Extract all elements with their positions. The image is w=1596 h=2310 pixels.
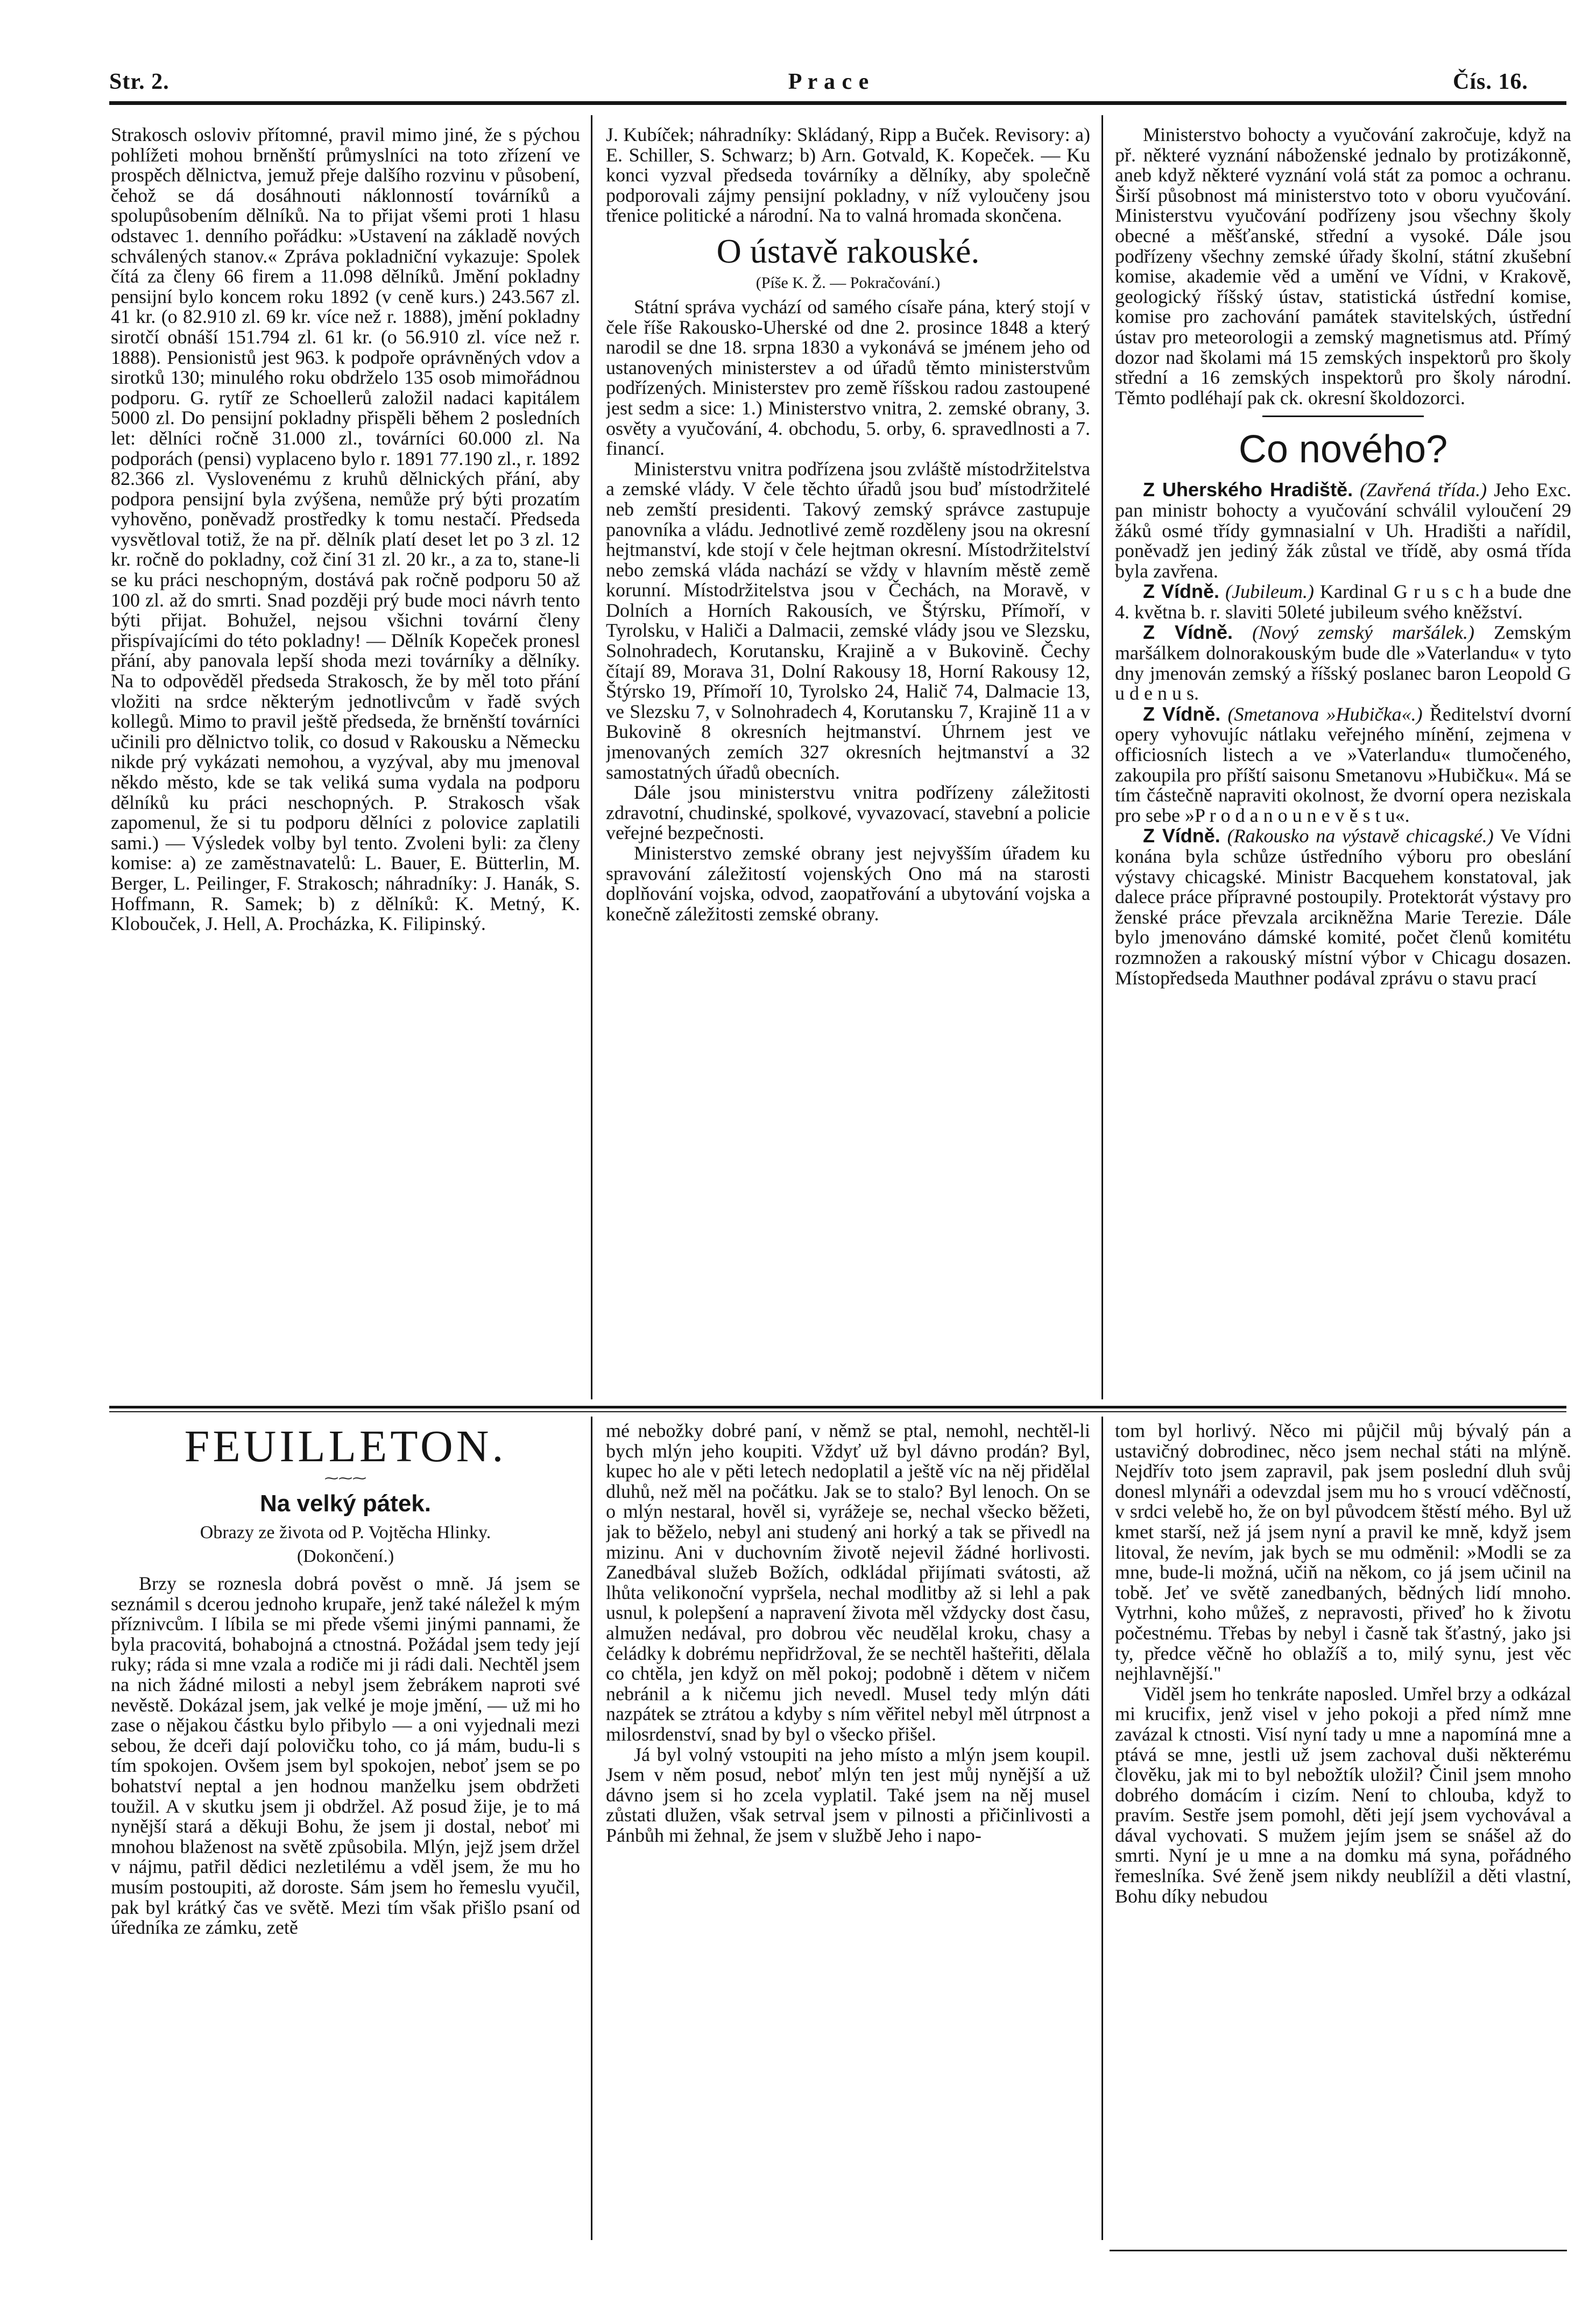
news-item	[1115, 704, 1571, 826]
news-item-topic: (Nový zemský maršálek.)	[1252, 622, 1475, 644]
news-item-place: Z Vídně.	[1143, 621, 1233, 644]
news-item-place: Z Vídně.	[1143, 702, 1221, 725]
article-title: O ústavě rakouské.	[716, 231, 980, 270]
news-item-topic: (Jubileum.)	[1225, 581, 1314, 603]
feuilleton-title: FEUILLETON.	[184, 1421, 507, 1471]
news-item-text: Zemským maršálkem dolnorakouským bude dle »Vaterlandu« v tyto dny jmenován zemský a říšský poslanec baron Leopold G u d e n u s.	[1115, 622, 1571, 705]
paragraph: tom byl horlivý. Něco mi půjčil můj bývalý pán a ustavičný dobrodinec, něco jsem nechal státi na mlýně. Nejdřív toto jsem zapravil, pak jsem poslední dluh svůj donesl mlynáři a odevzdal jsem mu ho s vroucí vděčností, v srdci velebě ho, že on byl původcem štěstí mého. Byl už kmet starší, než já jsem nyní a pravil ke mně, když jsem litoval, že nevím, jak bych se mu odměnil: »Modli se za mne, bude-li možná, učiň na někom, co já jsem učinil na tobě. Jeť ve světě zanedbaných, bědných lidí mnoho. Vytrhni, koho můžeš, z nepravosti, přiveď ho k životu počestnému. Třebas by nebyl i časně tak šťastný, jako jsi ty, předce věčně ho oblažíš a to, milý synu, jest věc nejhlavnější."	[1115, 1421, 1571, 1685]
paragraph: Dále jsou ministerstvu vnitra podřízeny záležitosti zdravotní, chudinské, spolkové, vyvazovací, stavební a policie veřejné bezpečnosti.	[606, 781, 1090, 844]
news-item	[1115, 581, 1571, 622]
paragraph: Strakosch osloviv přítomné, pravil mimo jiné, že s pýchou pohlížeti mohou brněnští průmyslníci na toto zřízení ve prospěch dělnictva, jemuž přeje dalšího rozvinu v působení, čehož se dá dosáhnouti náklonností továrníků a spolupůsobením dělníků. Na to přijat všemi proti 1 hlasu odstavec 1. denního pořádku: »Ustavení na základě nových schválených stanov.« Zpráva pokladniční vykazuje: Spolek čítá za členy 66 firem a 11.098 dělníků. Jmění pokladny pensijní bylo koncem roku 1892 (v ceně kurs.) 243.567 zl. 41 kr. (o 82.910 zl. 69 kr. více než r. 1888), jmění pokladny sirotčí obnáší 151.794 zl. 61 kr. (o 56.910 zl. více než r. 1888). Pensionistů jest 963. k podpoře oprávněných vdov a sirotků 130; minulého roku obdrželo 135 osob mimořádnou podporu. G. rytíř ze Schoellerů založil nadaci kapitálem 5000 zl. Do pensijní pokladny přispěli během 2 posledních let: dělníci ročně 31.000 zl., továrníci 60.000 zl. Na podporách (pensi) vyplaceno bylo r. 1891 77.190 zl., r. 1892 82.366 zl. Vyslovenému z kruhů dělnických přání, aby podpora pensijní byla zvýšena, nemůže prý býti prozatím vyhověno, poněvadž prostředky k tomu nestačí. Předseda vysvětloval totiž, že na př. dělník platí deset let po 3 zl. 12 kr. ročně do pokladny, což činí 31 zl. 20 kr., a za to, stane-li se ku práci neschopným, dostává pak ročně podporu 50 až 100 zl. až do smrti. Snad později prý bude moci návrh tento býti přijat. Bohužel, nejsou všichni tovární členy přispívajícími do této pokladny! — Dělník Kopeček pronesl přání, aby panovala lepší shoda mezi továrníky a dělníky. Na to odpověděl předseda Strakosch, že by měl toto přání vložiti na srdce některým jednotlivcům v řadě svých kollegů. Mimo to pravil ještě předseda, že brněnští továrníci učinili pro dělnictvo tolik, co dosud v Rakousku a Německu nikde prý vykázati nemohou, a vyzýval, aby mu jmenoval někdo město, kde se tak veliká suma vydala na podporu dělníků ku práci neschopných. P. Strakosch však zapomenul, že si tu podporu dělníci z polovice zaplatili sami.) — Výsledek volby byl tento. Zvoleni byli: za členy komise: a) ze zaměstnavatelů: L. Bauer, E. Bütterlin, M. Berger, L. Peilinger, F. Strakosch; náhradníky: J. Hanák, S. Hoffmann, R. Samek; b) z dělníků: K. Metný, K. Klobouček, J. Hell, A. Procházka, K. Filipinský.	[111, 125, 580, 935]
feuilleton-column-3	[1115, 1421, 1571, 2250]
column-divider	[591, 1417, 592, 2240]
news-item-topic: (Zavřená třída.)	[1360, 479, 1487, 501]
paragraph: Ministerstvo zemské obrany jest nejvyšším úřadem ku spravování záležitostí vojenských Ono má na starosti doplňování vojska, odvod, zaopatřování a ubytování vojska a konečně záležitosti zemské obrany.	[606, 842, 1090, 925]
news-item	[1115, 826, 1571, 988]
page-number: Str. 2.	[109, 69, 170, 94]
ornament-icon: ⁓⁓⁓	[324, 1470, 366, 1486]
story-status: (Dokončení.)	[296, 1546, 394, 1566]
story-subtitle: Obrazy ze života od P. Vojtěcha Hlinky.	[200, 1523, 491, 1543]
paragraph: Ministerstvu vnitra podřízena jsou zvláště místodržitelstva a zemské vlády. V čele těchto úřadů jsou buď místodržitelé neb zemští presidenti. Takový zemský správce zastupuje panovníka a vládu. Jednotlivé země rozděleny jsou na okresní hejtmanství, kde stojí v čele hejtman okresní. Místodržitelství nebo zemská vláda nachází se vždy v hlavním městě země korunní. Místodržitelstva jsou v Čechách, na Moravě, v Dolních a Horních Rakousích, ve Štýrsku, Přímoří, v Tyrolsku, v Haliči a Dalmacii, zemské vlády jsou ve Slezsku, Solnohradech, Korutansku, Krajině a v Bukovině. Čechy čítají 89, Morava 31, Dolní Rakousy 18, Horní Rakousy 12, Štýrsko 19, Přímoří 10, Tyrolsko 24, Halič 74, Dalmacie 13, ve Slezsku 7, v Solnohradech 4, Korutansku 7, Krajině 11 a v Bukovině 8 okresních hejtmanství. Úhrnem jest ve jmenovaných zemích 327 okresních hejtmanství a 32 samostatných úřadů obecních.	[606, 457, 1090, 783]
section-rule	[1262, 415, 1424, 417]
news-section-title: Co nového?	[1238, 428, 1448, 471]
feuilleton-column-2	[606, 1421, 1090, 2250]
news-item-text: Kardinal G r u s c h a bude dne 4. května b. r. slaviti 50leté jubileum svého kněžství.	[1115, 581, 1571, 623]
story-title: Na velký pátek.	[260, 1490, 431, 1517]
news-item	[1115, 622, 1571, 703]
column-divider	[591, 115, 592, 1399]
news-item-place: Z Vídně.	[1143, 825, 1220, 847]
header-rule	[109, 101, 1566, 105]
news-item-text: Ředitelství dvorní opery vyhovujíc nátlaku veřejného mínění, zejmena v officiosních listech a ve »Vaterlandu« tlumočeného, zakoupila pro příští saisonu Smetanovu »Hubičku«. Má se tím částečně napraviti okolnost, že dvorní opera neziskala pro sebe »P r o d a n o u n e v ě s t u«.	[1115, 703, 1571, 826]
column-1-top	[111, 125, 580, 1400]
feuilleton-rule	[109, 1406, 1566, 1408]
column-2-top	[606, 125, 1090, 1400]
paragraph: mé nebožky dobré paní, v němž se ptal, nemohl, nechtěl-li bych mlýn jeho koupiti. Vždyť už byl dávno prodán? Byl, kupec ho ale v pěti letech nedoplatil a ještě víc na něj přidělal dluhů, než měl na počátku. Jak se to stalo? Byl lenoch. On se o mlýn nestaral, hověl si, vyrážeje se, nechal všecko běžeti, jak to běželo, nebyl ani studený ani horký a tak se přivedl na mizinu. Ani v duchovním životě nejevil žádné horlivosti. Zanedbával služeb Božích, odkládal přijímati svátosti, až lhůta velikonoční vypršela, nechal modlitby až si lehl a pak usnul, k polepšení a napravení života měl vždycky dost času, almužen nedával, pro dobrou věc neudělal kroku, chasy a čeládky k dobrému nepřidržoval, že se nechtěl hašteřiti, dělala co chtěla, jen když on měl pokoj; podobně i dětem v ničem nebránil a k ničemu jich nevedl. Musel tedy mlýn dáti nazpátek se ztrátou a kdyby s ním věřitel nebyl měl útrpnost a milosrdenství, snad by byl o všecko přišel.	[606, 1421, 1090, 1745]
paragraph: Viděl jsem ho tenkráte naposled. Umřel brzy a odkázal mi krucifix, jenž visel v jeho pokoji a před nímž mne zavázal k ctnosti. Visí nyní tady u mne a napomíná mne a ptává se mne, jestli už jsem zachoval duši některému člověku, jak mi to byl nebožtík uložil? Činil jsem mnoho dobrého domácím i cizím. Není to chlouba, když to pravím. Sestře jsem pomohl, děti její jsem vychovával a dával vychovati. S mužem jejím jsem se snášel až do smrti. Nyní je u mne a na domku má syna, pořádného řemeslníka. Své ženě jsem nikdy neublížil a děti vlastní, Bohu díky nebudou	[1115, 1682, 1571, 1907]
news-item-place: Z Uherského Hradiště.	[1143, 478, 1353, 501]
newspaper-title: P r a c e	[788, 69, 870, 94]
bottom-rule	[1110, 2250, 1567, 2251]
news-item-text: Jeho Exc. pan ministr bohocty a vyučování schválil vyloučení 29 žáků osmé třídy gymnasialní v Uh. Hradišti a nařídil, poněvadž jen jediný žák zůstal ve třídě, aby osmá třída byla zavřena.	[1115, 479, 1571, 582]
article-byline: (Píše K. Ž. — Pokračování.)	[755, 273, 941, 292]
column-divider	[1101, 115, 1103, 1399]
feuilleton-column-1	[111, 1421, 580, 2250]
paragraph: Státní správa vychází od samého císaře pána, který stojí v čele říše Rakousko-Uherské od dne 2. prosince 1848 a který narodil se dne 18. srpna 1830 a vykonává se jménem jeho od ustanovených ministerstev a od úřadů těmto ministerstvům podřízených. Ministerstev pro země říšskou radou zastoupené jest sedm a sice: 1.) Ministerstvo vnitra, 2. zemské obrany, 3. osvěty a vyučování, 4. obchodu, 5. orby, 6. spravedlnosti a 7. financí.	[606, 295, 1090, 460]
news-item-topic: (Rakousko na výstavě chicagské.)	[1227, 825, 1494, 847]
paragraph: Já byl volný vstoupiti na jeho místo a mlýn jsem koupil. Jsem v něm posud, neboť mlýn ten jest můj nynější a už dávno jsem si ho zcela vyplatil. Také jsem na něj musel zůstati dlužen, však setrval jsem v pilnosti a přičinlivosti a Pánbůh mi žehnal, že jsem v službě Jeho i napo-	[606, 1743, 1090, 1846]
news-item	[1115, 480, 1571, 581]
paragraph: Brzy se roznesla dobrá pověst o mně. Já jsem se seznámil s dcerou jednoho krupaře, jenž také náležel k mým příznivcům. I líbila se mi přede všemi jinými pannami, že byla pracovitá, bohabojná a ctnostná. Požádal jsem tedy její ruky; ráda si mne vzala a rodiče mi ji rádi dali. Nechtěl jsem na nich žádné milosti a nebyl jsem žebrákem naproti své nevěstě. Dokázal jsem, jak velké je moje jmění, — už mi ho zase o nějakou částku bylo přibylo — a oni vyjednali mezi sebou, že dceři dají polovičku toho, co já mám, budu-li s tím spokojen. Ovšem jsem byl spokojen, neboť jsem se po bohatství neptal a jen hodnou manželku jsem obdržeti toužil. A v skutku jsem ji obdržel. Až posud žije, je to má nynější stará a děkuji Bohu, že jsem ji dostal, neboť mi mnohou blaženost na světě způsobila. Mlýn, jejž jsem držel v nájmu, patřil dědici nezletilému a vděl jsem, že mu ho musím postoupiti, až doroste. Sám jsem ho řemeslu vyučil, pak byl krátký čas ve světě. Mezi tím však přišlo psaní od úředníka ze zámku, zetě	[111, 1573, 580, 1939]
news-item-place: Z Vídně.	[1143, 580, 1220, 603]
news-item-text: Ve Vídni konána byla schůze ústředního výboru pro obeslání výstavy chicagské. Ministr Bacquehem konstatoval, jak dalece práce přípravné postoupily. Protektorát výstavy pro ženské práce převzala arcikněžna Marie Terezie. Dále bylo jmenováno dámské komité, počet členů komitétu rozmnožen a rakouský místní výbor v Chicagu dosazen. Místopředseda Mauthner podával zprávu o stavu prací	[1115, 825, 1571, 989]
news-item-topic: (Smetanova »Hubička«.)	[1227, 703, 1423, 725]
issue-number: Čís. 16.	[1453, 69, 1528, 94]
paragraph: Ministerstvo bohocty a vyučování zakročuje, když na př. některé vyznání náboženské jednalo by protizákonně, aneb když některé vyznání volá stát za pomoc a ochranu. Širší působnost má ministerstvo toto v oboru vyučování. Ministerstvu vyučování podřízeny jsou všechny školy obecné a měšťanské, střední a vysoké. Dále jsou podřízeny všechny zemské úřady školní, státní zkušební komise, akademie věd a umění ve Vídni, v Krakově, geologický říšský ústav, statistická ústřední komise, komise pro zachování památek stavitelských, ústřední ústav pro meteorologii a zemský magnetismus atd. Přímý dozor nad školami má 15 zemských inspektorů pro školy střední a 16 zemských inspektorů pro školy národní. Těmto podléhají pak ck. okresní školdozorci.	[1115, 125, 1571, 409]
feuilleton-rule-thin	[109, 1411, 1566, 1412]
column-divider	[1101, 1417, 1103, 2240]
column-3-top	[1115, 125, 1571, 1400]
paragraph: J. Kubíček; náhradníky: Skládaný, Ripp a Buček. Revisory: a) E. Schiller, S. Schwarz; b) Arn. Gotvald, K. Kopeček. — Ku konci vyzval předseda továrníky a dělníky, aby společně podporovali zájmy pensijní pokladny, v níž vyloučeny jsou třenice politické a národní. Na to valná hromada skončena.	[606, 125, 1090, 227]
